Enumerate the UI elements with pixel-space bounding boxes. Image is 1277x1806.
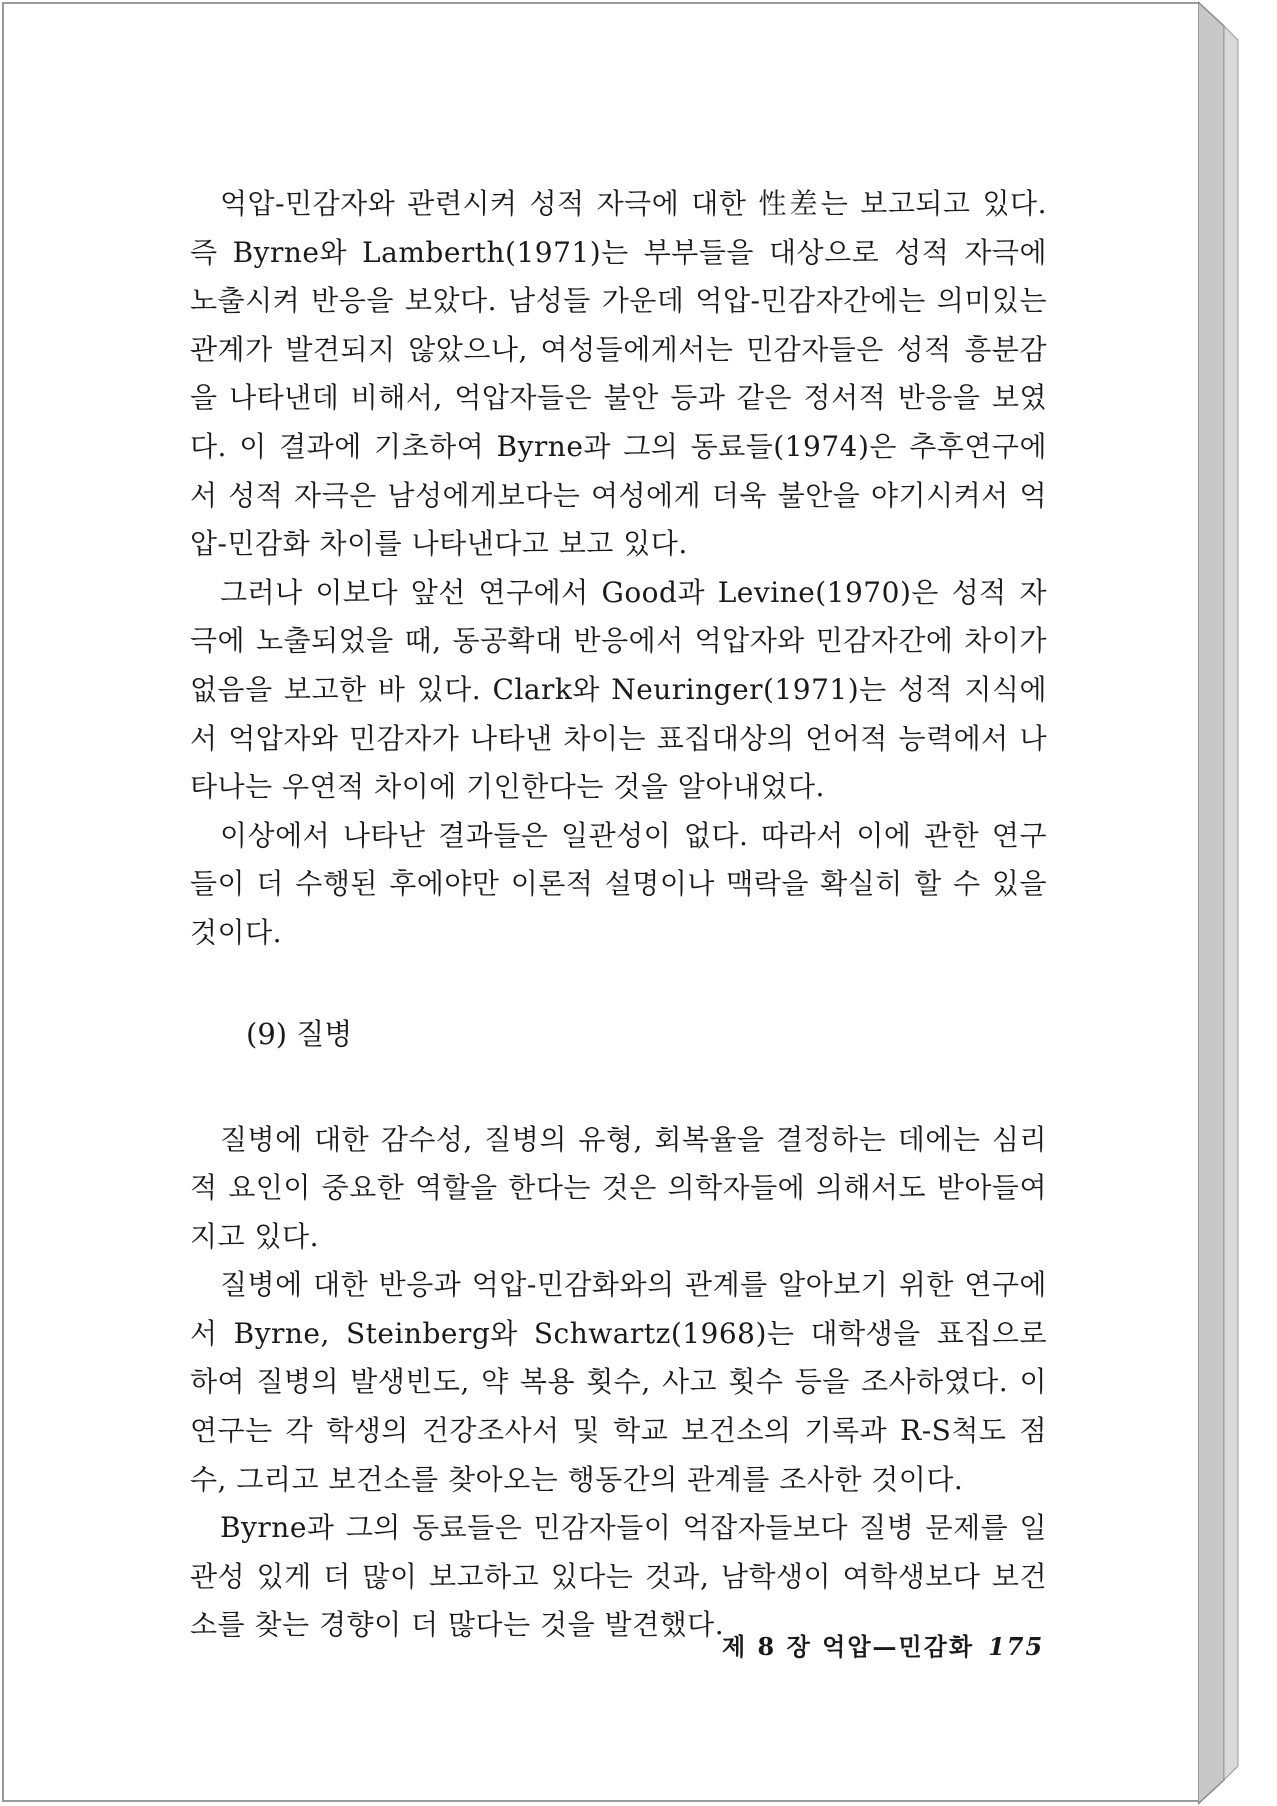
running-footer bbox=[722, 1627, 1052, 1662]
page-number: 175 bbox=[988, 1632, 1045, 1661]
paragraph-4: 질병에 대한 감수성, 질병의 유형, 회복율을 결정하는 데에는 심리적 요인이 중요한 역할을 한다는 것은 의학자들에 의해서도 받아들여지고 있다. bbox=[190, 1122, 1047, 1253]
chapter-title: 제 8 장 억압—민감화 bbox=[722, 1632, 975, 1661]
section-heading: (9) 질병 bbox=[246, 1016, 353, 1051]
paragraph-5: 질병에 대한 반응과 억압-민감화와의 관계를 알아보기 위한 연구에서 Byrne, Steinberg와 Schwartz(1968)는 대학생을 표집으로 하여 질병의 발생빈도, 약 복용 횟수, 사고 횟수 등을 조사하였다. 이 연구는 각 학생의 건강조사서 및 학교 보건소의 기록과 R-S척도 점수, 그리고 보건소를 찾아오는 행동간의 관계를 조사한 것이다. bbox=[190, 1268, 1047, 1496]
page-edge-graphic bbox=[1198, 0, 1246, 1806]
page-stack-edge bbox=[1198, 0, 1246, 1806]
paragraph-1: 억압-민감자와 관련시켜 성적 자극에 대한 性差는 보고되고 있다. 즉 Byrne와 Lamberth(1971)는 부부들을 대상으로 성적 자극에 노출시켜 반응을 보았다. 남성들 가운데 억압-민감자간에는 의미있는 관계가 발견되지 않았으나, 여성들에게서는 민감자들은 성적 흥분감을 나타낸데 비해서, 억압자들은 불안 등과 같은 정서적 반응을 보였다. 이 결과에 기초하여 Byrne과 그의 동료들(1974)은 추후연구에서 성적 자극은 남성에게보다는 여성에게 더욱 불안을 야기시켜서 억압-민감화 차이를 나타낸다고 보고 있다. bbox=[190, 187, 1047, 561]
paragraph-6: Byrne과 그의 동료들은 민감자들이 억잡자들보다 질병 문제를 일관성 있게 더 많이 보고하고 있다는 것과, 남학생이 여학생보다 보건소를 찾는 경향이 더 많다는 것을 발견했다. bbox=[190, 1511, 1047, 1642]
page-body bbox=[190, 180, 1047, 1650]
paragraph-3: 이상에서 나타난 결과들은 일관성이 없다. 따라서 이에 관한 연구들이 더 수행된 후에야만 이론적 설명이나 맥락을 확실히 할 수 있을 것이다. bbox=[190, 818, 1047, 949]
paragraph-2: 그러나 이보다 앞선 연구에서 Good과 Levine(1970)은 성적 자극에 노출되었을 때, 동공확대 반응에서 억압자와 민감자간에 차이가 없음을 보고한 바 있다. Clark와 Neuringer(1971)는 성적 지식에서 억압자와 민감자가 나타낸 차이는 표집대상의 언어적 능력에서 나타나는 우연적 차이에 기인한다는 것을 알아내었다. bbox=[190, 575, 1047, 804]
